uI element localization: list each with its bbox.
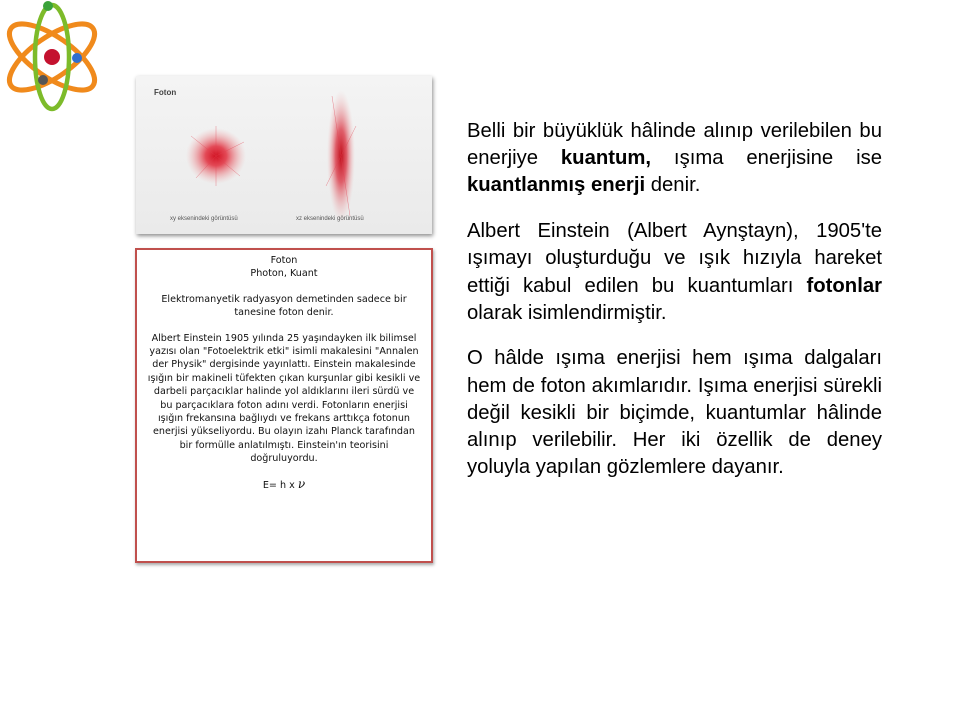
- p1-bold-kuantum: kuantum,: [560, 147, 652, 170]
- p1-bold-kuantlanmis: kuantlanmış enerji: [467, 174, 646, 197]
- paragraph-einstein: [467, 218, 882, 327]
- planck-formula: [147, 478, 421, 492]
- main-text: [467, 118, 882, 500]
- image-title: Foton: [154, 88, 177, 97]
- caption-xz: xz eksenindeki görüntüsü: [296, 216, 364, 222]
- paragraph-energy: O hâlde ışıma enerjisi hem ışıma dalgaları hem de foton akımlarıdır. Işıma enerjisi sürekli değil kesikli bir biçimde, kuantumlar hâlinde alınıp verilebilir. Her iki özellik de deney yoluyla yapılan gözlemlere dayanır.: [467, 347, 882, 479]
- formula-text: E= h x: [262, 479, 298, 491]
- p2-text-c: olarak isimlendirmiştir.: [467, 301, 667, 324]
- photon-image: [136, 76, 432, 234]
- info-history: Albert Einstein 1905 yılında 25 yaşındayken ilk bilimsel yazısı olan "Fotoelektrik etki" isimli makalesini "Annalen der Physik" dergisinde yayınlattı. Einstein makalesinde ışığın bir makineli tüfekten çıkan kurşunlar gibi kesikli ve darbeli parçacıklar halinde yol aldıklarını ileri sürdü ve bu parçacıklara foton adını verdi. Fotonların enerjisi ışığın frekansına bağlıydı ve frekans arttıkça fotonun enerjisi yükseliyordu. Bu olayın izahı Planck tarafından bir formülle anlatılmıştı. Einstein'ın teorisini doğruluyordu.: [147, 332, 421, 465]
- caption-xy: xy eksenindeki görüntüsü: [170, 216, 238, 222]
- paragraph-quantum: [467, 118, 882, 200]
- photon-illustration: [136, 76, 432, 234]
- p2-text-a: Albert Einstein (Albert Aynştayn), 1905'te ışımayı oluşturduğu ve ışık hızıyla hareket ettiği kabul edilen bu kuantumları: [467, 220, 882, 297]
- info-subtitle: Photon, Kuant: [250, 268, 318, 280]
- p2-bold-fotonlar: fotonlar: [806, 274, 882, 297]
- info-title: Foton: [270, 255, 298, 266]
- atom-logo-icon: [0, 0, 110, 125]
- info-box: [135, 248, 433, 563]
- nu-symbol: ν: [297, 476, 306, 491]
- p1-text-a: Belli bir büyüklük hâlinde alınıp verilebilen bu enerjiye: [467, 120, 882, 170]
- info-definition: Elektromanyetik radyasyon demetinden sadece bir tanesine foton denir.: [161, 293, 407, 319]
- p1-text-e: denir.: [645, 174, 701, 197]
- p1-text-c: ışıma enerjisine ise: [651, 147, 882, 170]
